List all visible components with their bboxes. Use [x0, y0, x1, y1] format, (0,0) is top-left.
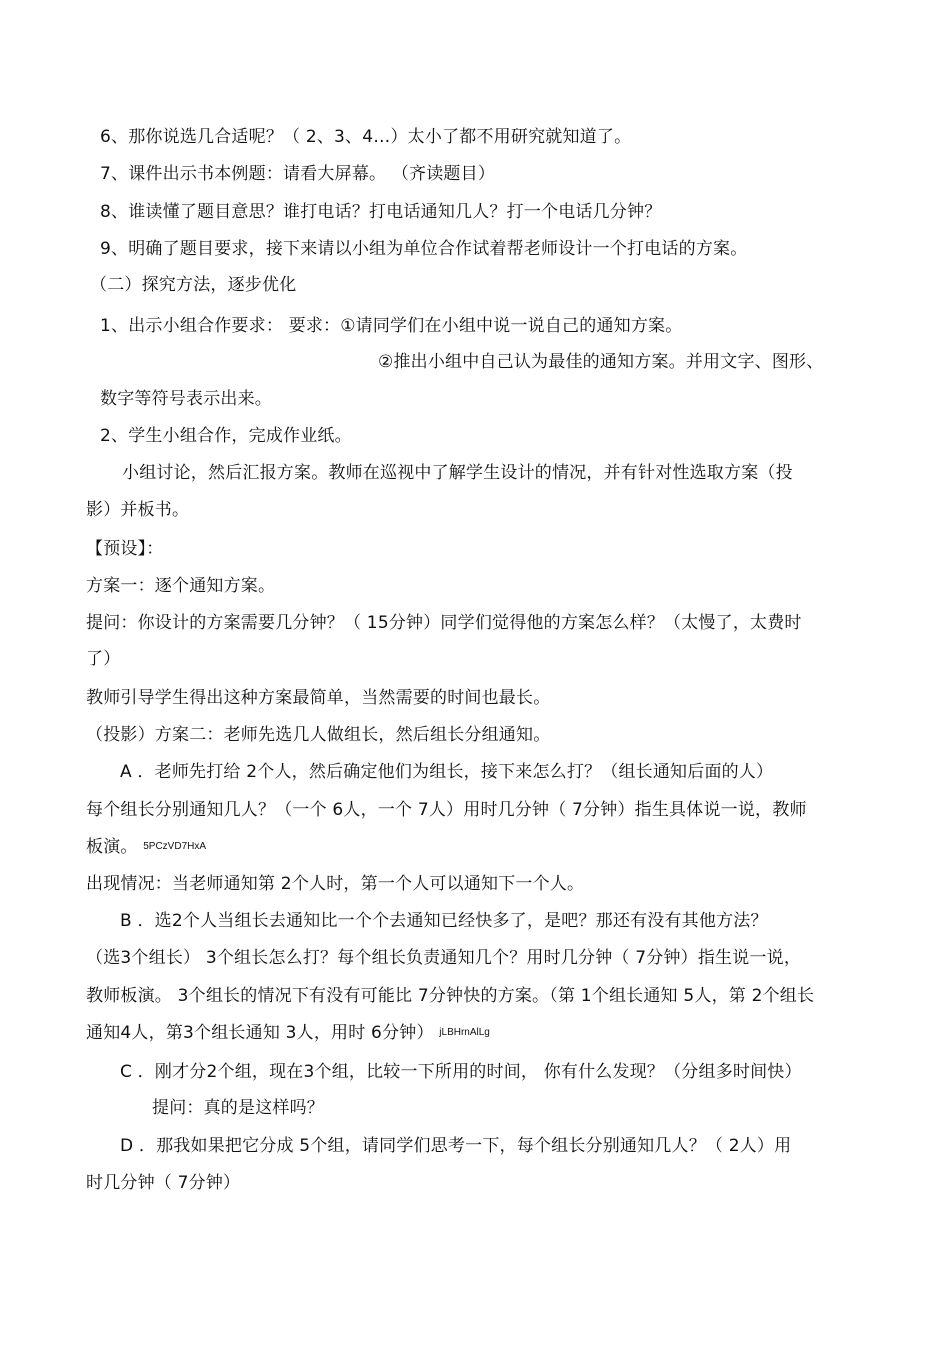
text-line-22: B ．选2个人当组长去通知比一个个去通知已经快多了，是吧？那还有没有其他方法？ — [120, 911, 768, 931]
text-line-29: 时几分钟（ 7分钟） — [86, 1173, 241, 1193]
text-line-6: 1、出示小组合作要求： 要求：①请同学们在小组中说一说自己的通知方案。 — [100, 316, 683, 336]
text-line-9: 2、学生小组合作，完成作业纸。 — [100, 426, 352, 446]
preset-heading: 【预设】： — [86, 539, 164, 559]
text-line-21: 出现情况：当老师通知第 2个人时，第一个人可以通知下一个人。 — [86, 874, 585, 894]
text-line-8: 数字等符号表示出来。 — [100, 389, 272, 409]
text-line-20 — [86, 836, 206, 858]
hidden-code-1: 5PCzVD7HxA — [143, 841, 207, 852]
text-line-13: 方案一：逐个通知方案。 — [86, 576, 276, 596]
text-line-14: 提问：你设计的方案需要几分钟？（ 15分钟）同学们觉得他的方案怎么样？（太慢了，太费时 — [86, 613, 802, 633]
text-line-26: C ．刚才分2个组，现在3个组，比较一下所用的时间， 你有什么发现？（分组多时间快） — [120, 1062, 802, 1082]
text-line-19: 每个组长分别通知几人？（一个 6人，一个 7人）用时几分钟（ 7分钟）指生具体说一说，教师 — [86, 800, 807, 820]
text-line-28: D ．那我如果把它分成 5个组，请同学们思考一下，每个组长分别通知几人？（ 2人）用 — [120, 1136, 792, 1156]
text-line-25 — [86, 1022, 490, 1044]
text-line-11: 影）并板书。 — [86, 500, 190, 520]
text-line-15: 了） — [86, 649, 121, 669]
hidden-code-2: jLBHrnAlLg — [439, 1027, 490, 1038]
text-line-18: A ．老师先打给 2个人，然后确定他们为组长，接下来怎么打？（组长通知后面的人） — [120, 762, 774, 782]
text-line-4: 9、明确了题目要求，接下来请以小组为单位合作试着帮老师设计一个打电话的方案。 — [100, 239, 748, 259]
text-line-24: 教师板演。 3个组长的情况下有没有可能比 7分钟快的方案。（第 1个组长通知 5人，第 2个组长 — [86, 986, 815, 1006]
text-line-16: 教师引导学生得出这种方案最简单，当然需要的时间也最长。 — [86, 688, 551, 708]
text-line-2: 7、课件出示书本例题：请看大屏幕。 （齐读题目） — [100, 164, 496, 184]
text-line-27: 提问：真的是这样吗？ — [152, 1098, 324, 1118]
text-line-10: 小组讨论，然后汇报方案。教师在巡视中了解学生设计的情况，并有针对性选取方案（投 — [122, 463, 793, 483]
text-line-25-text: 通知4人，第3个组长通知 3人，用时 6分钟） — [86, 1023, 434, 1043]
section-heading-2: （二）探究方法，逐步优化 — [90, 275, 297, 295]
text-line-7: ②推出小组中自己认为最佳的通知方案。并用文字、图形、 — [378, 352, 824, 372]
text-line-3: 8、谁读懂了题目意思？谁打电话？打电话通知几人？打一个电话几分钟？ — [100, 202, 662, 222]
text-line-23: （选3个组长） 3个组长怎么打？每个组长负责通知几个？用时几分钟（ 7分钟）指生说一说， — [86, 948, 802, 968]
text-line-17: （投影）方案二：老师先选几人做组长，然后组长分组通知。 — [86, 725, 551, 745]
text-line-1: 6、那你说选几合适呢？（ 2、3、4…）太小了都不用研究就知道了。 — [100, 127, 632, 147]
text-line-20-text: 板演。 — [86, 837, 138, 857]
